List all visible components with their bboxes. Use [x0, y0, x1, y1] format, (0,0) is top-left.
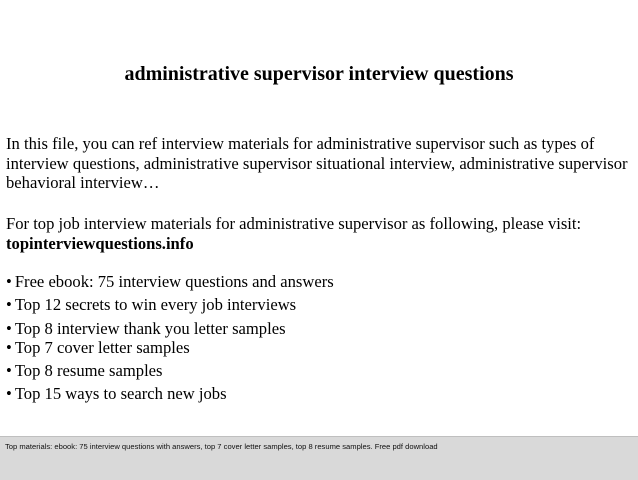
footer-text: Top materials: ebook: 75 interview questions with answers, top 7 cover letter samples, top 8 resume samples. Free pdf download	[5, 442, 438, 451]
visit-paragraph	[6, 214, 632, 253]
bullet-item	[6, 319, 286, 338]
bullet-symbol: •	[6, 361, 12, 380]
bullet-symbol: •	[6, 272, 12, 291]
bullet-item	[6, 295, 296, 314]
slide-title: administrative supervisor interview questions	[124, 63, 514, 85]
bullet-text: Free ebook: 75 interview questions and answers	[14, 272, 334, 291]
bullet-item	[6, 338, 190, 357]
bullet-text: Top 12 secrets to win every job interviews	[14, 295, 297, 314]
bullet-symbol: •	[6, 319, 12, 338]
bullet-symbol: •	[6, 384, 12, 403]
bullet-item	[6, 361, 163, 380]
bullet-symbol: •	[6, 338, 12, 357]
bullet-item	[6, 384, 227, 403]
bullet-text: Top 7 cover letter samples	[14, 338, 190, 357]
visit-text: For top job interview materials for administrative supervisor as following, please visit:	[6, 214, 582, 233]
bullet-text: Top 15 ways to search new jobs	[14, 384, 227, 403]
intro-paragraph: In this file, you can ref interview materials for administrative supervisor such as types of interview questions, administrative supervisor situational interview, administrative supervisor behavioral interview…	[6, 134, 628, 192]
bullet-text: Top 8 resume samples	[14, 361, 163, 380]
bullet-text: Top 8 interview thank you letter samples	[14, 319, 286, 338]
bullet-item	[6, 272, 334, 291]
footer-bar	[0, 436, 638, 480]
site-link[interactable]: topinterviewquestions.info	[6, 233, 194, 253]
bullet-symbol: •	[6, 295, 12, 314]
